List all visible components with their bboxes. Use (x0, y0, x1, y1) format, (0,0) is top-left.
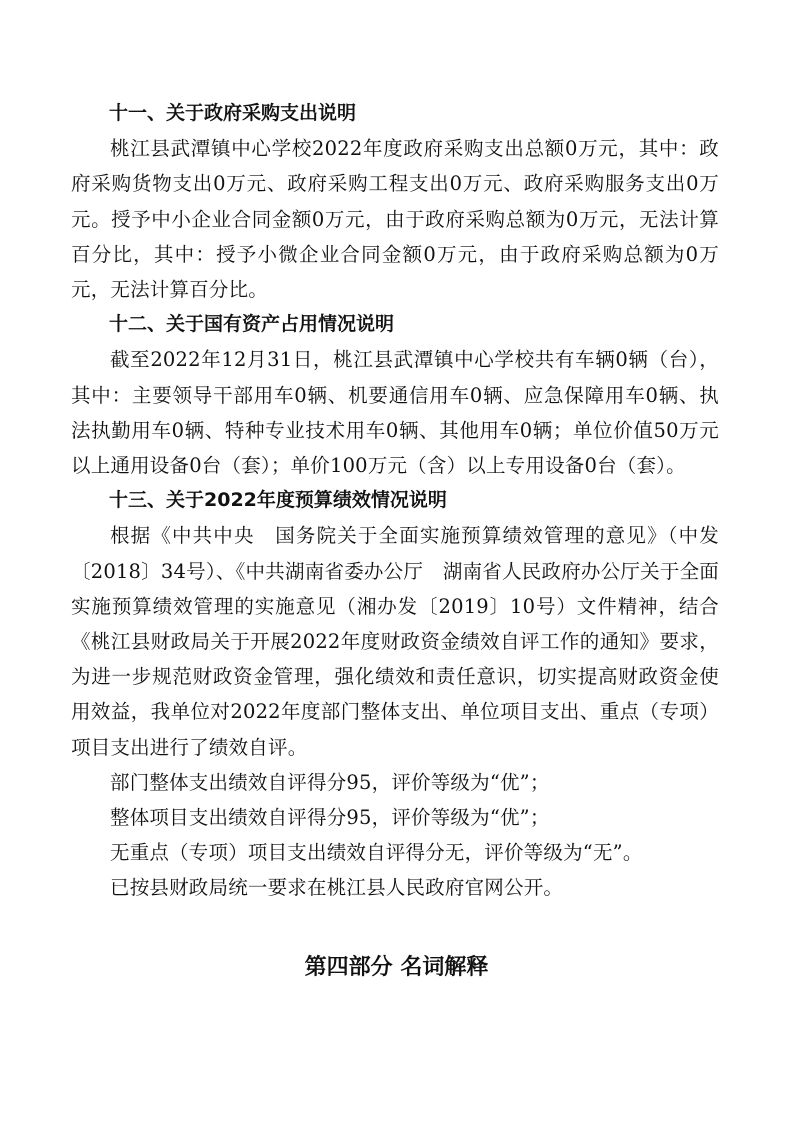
paragraph-procurement: 桃江县武潭镇中心学校2022年度政府采购支出总额0万元，其中：政府采购货物支出0万元、政府采购工程支出0万元、政府采购服务支出0万元。授予中小企业合同金额0万元，由于政府采购总额为0万元，无法计算百分比，其中：授予小微企业合同金额0万元，由于政府采购总额为0万元，无法计算百分比。 (71, 137, 719, 302)
paragraph-project-score: 整体项目支出绩效自评得分95，评价等级为“优”； (110, 806, 550, 830)
paragraph-performance-basis: 根据《中共中央 国务院关于全面实施预算绩效管理的意见》（中发〔2018〕34号）、《中共湖南省委办公厅 湖南省人民政府办公厅关于全面实施预算绩效管理的实施意见（湘办发〔2019〕10号）文件精神，结合《桃江县财政局关于开展2022年度财政资金绩效自评工作的通知》要求，为进一步规范财政资金管理，强化绩效和责任意识，切实提高财政资金使用效益，我单位对2022年度部门整体支出、单位项目支出、重点（专项）项目支出进行了绩效自评。 (71, 524, 719, 759)
paragraph-key-project-score: 无重点（专项）项目支出绩效自评得分无，评价等级为“无”。 (110, 841, 643, 865)
document-body (71, 96, 719, 906)
section-heading-11: 十一、关于政府采购支出说明 (109, 102, 357, 124)
paragraph-state-assets: 截至2022年12月31日，桃江县武潭镇中心学校共有车辆0辆（台），其中：主要领导干部用车0辆、机要通信用车0辆、应急保障用车0辆、执法执勤用车0辆、特种专业技术用车0辆、其他用车0辆；单位价值50万元以上通用设备0台（套）；单价100万元（含）以上专用设备0台（套）。 (71, 348, 719, 478)
paragraph-dept-score: 部门整体支出绩效自评得分95，评价等级为“优”； (110, 770, 550, 794)
part-title: 第四部分 名词解释 (304, 955, 489, 980)
section-heading-12: 十二、关于国有资产占用情况说明 (109, 313, 395, 336)
section-heading-13: 十三、关于2022年度预算绩效情况说明 (109, 489, 447, 512)
paragraph-publication: 已按县财政局统一要求在桃江县人民政府官网公开。 (110, 876, 564, 900)
